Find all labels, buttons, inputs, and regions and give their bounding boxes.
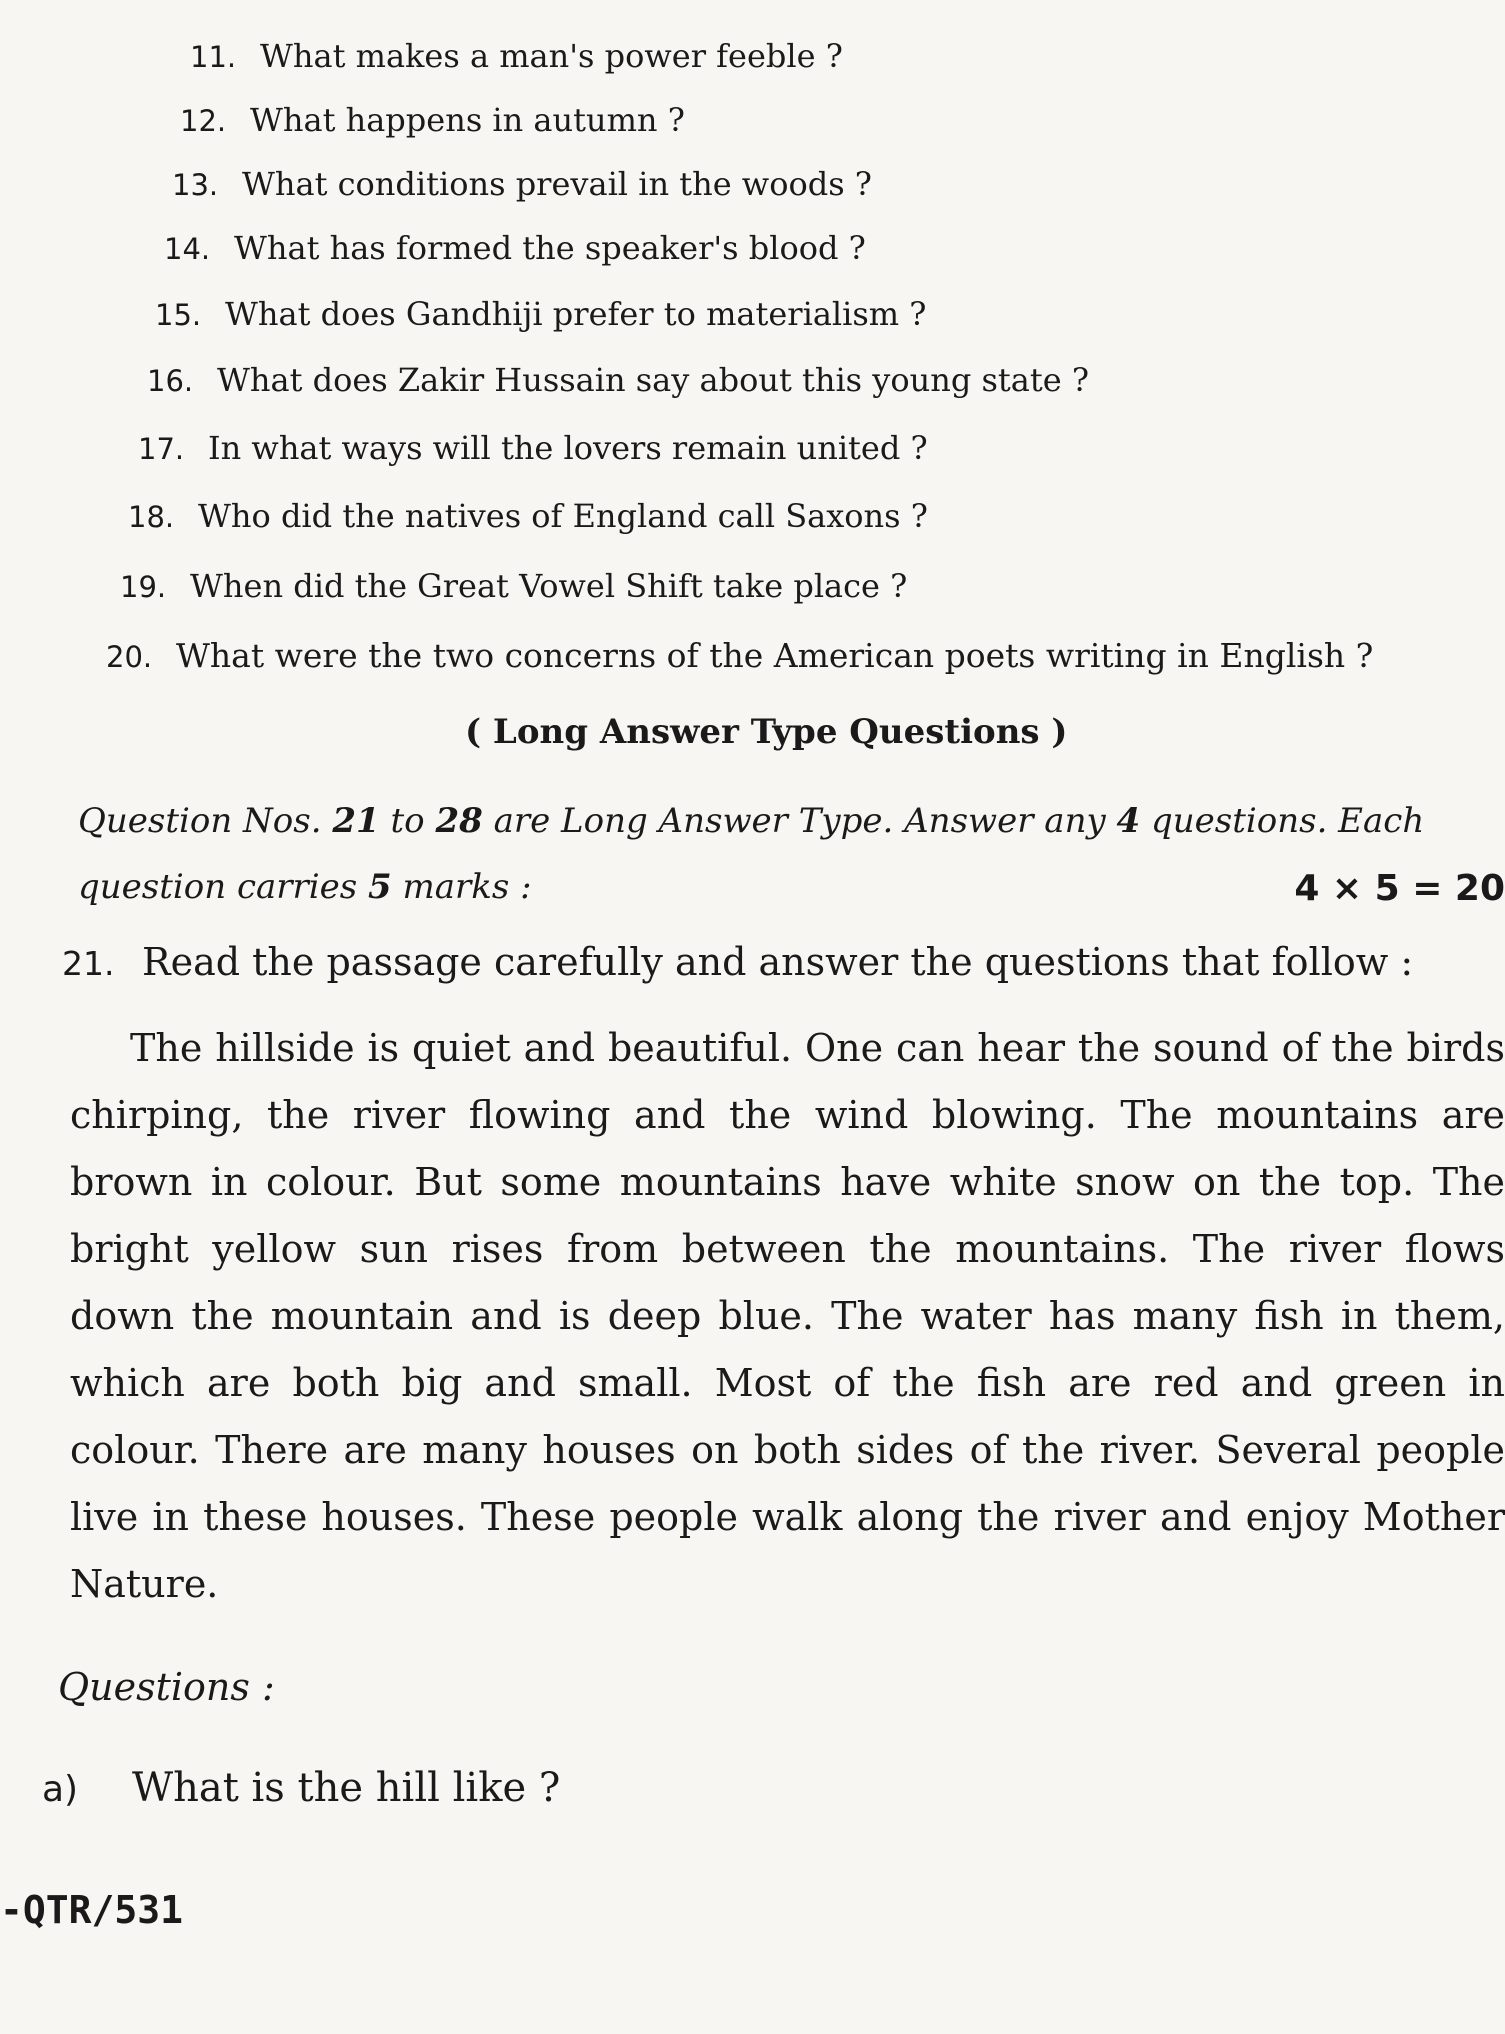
list-item xyxy=(190,36,843,77)
list-item xyxy=(106,636,1373,677)
paper-code: -QTR/531 xyxy=(0,1888,184,1932)
question-21-stem xyxy=(62,940,1505,984)
sub-question-text: What is the hill like ? xyxy=(132,1765,561,1811)
sub-question-label: a) xyxy=(42,1769,79,1810)
list-item xyxy=(180,100,685,141)
question-text: When did the Great Vowel Shift take place ? xyxy=(190,567,908,605)
section-heading: ( Long Answer Type Questions ) xyxy=(465,712,1068,752)
marks-formula: 4 × 5 = 20 xyxy=(1294,868,1505,909)
list-item xyxy=(155,294,926,335)
list-item xyxy=(172,164,872,205)
question-text: What has formed the speaker's blood ? xyxy=(234,229,866,267)
question-text: What were the two concerns of the American poets writing in English ? xyxy=(176,636,1374,675)
section-instructions: Question Nos. 21 to 28 are Long Answer Type. Answer any 4 questions. Each question carries 5 marks : xyxy=(78,801,1425,907)
list-item xyxy=(147,360,1089,401)
question-number: 15. xyxy=(155,298,202,332)
list-item xyxy=(120,566,907,607)
list-item xyxy=(164,228,866,269)
question-number: 20. xyxy=(106,640,153,674)
list-item xyxy=(138,428,928,469)
list-item xyxy=(128,496,928,537)
question-number: 18. xyxy=(128,500,175,534)
sub-question-a xyxy=(42,1765,560,1811)
question-number: 13. xyxy=(172,168,219,202)
question-text: What happens in autumn ? xyxy=(250,101,685,139)
question-number: 17. xyxy=(138,432,185,466)
question-text: What does Gandhiji prefer to materialism ? xyxy=(225,295,927,333)
question-number: 11. xyxy=(190,40,237,74)
questions-label: Questions : xyxy=(58,1665,275,1709)
question-text: Read the passage carefully and answer the questions that follow : xyxy=(142,940,1414,984)
question-text: What makes a man's power feeble ? xyxy=(260,37,843,75)
question-number: 21. xyxy=(62,944,115,983)
question-number: 12. xyxy=(180,104,227,138)
question-text: What conditions prevail in the woods ? xyxy=(242,165,872,203)
question-text: What does Zakir Hussain say about this young state ? xyxy=(217,361,1089,399)
question-number: 16. xyxy=(147,364,194,398)
question-text: Who did the natives of England call Saxons ? xyxy=(198,497,928,535)
question-text: In what ways will the lovers remain united ? xyxy=(208,429,928,467)
question-number: 19. xyxy=(120,570,167,604)
reading-passage: The hillside is quiet and beautiful. One can hear the sound of the birds chirping, the river flowing and the wind blowing. The mountains are brown in colour. But some mountains have white snow on the top. The bright yellow sun rises from between the mountains. The river flows down the mountain and is deep blue. The water has many fish in them, which are both big and small. Most of the fish are red and green in colour. There are many houses on both sides of the river. Several people live in these houses. These people walk along the river and enjoy Mother Nature. xyxy=(70,1026,1505,1606)
question-number: 14. xyxy=(164,232,211,266)
